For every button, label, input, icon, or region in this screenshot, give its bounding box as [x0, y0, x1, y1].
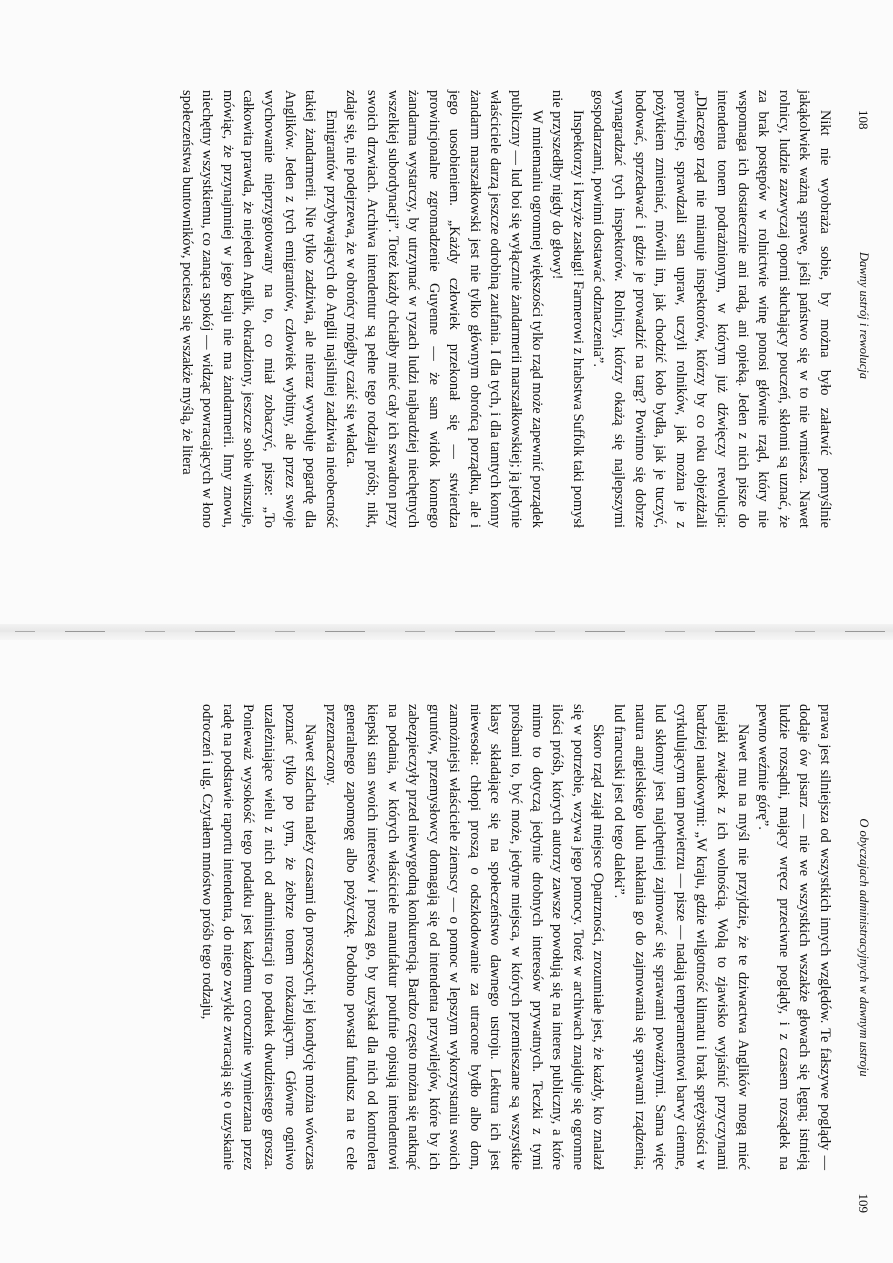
right-page-header — [847, 632, 871, 1263]
paragraph: prawa jest silniejsza od wszystkich innych względów. Te fałszywe poglądy — dodaje ów pisarz — nie we wszystkich wszakże głowach się lęgną; istnieją ludzie rozsądni, mający wręcz przeciwne poglądy, i z czasem rozsądek na pewno weźmie górę”. — [755, 704, 833, 1170]
left-page-number: 108 — [856, 110, 871, 130]
paragraph: Nawet szlachta należy czasami do proszących; jej kondycję można wówczas poznać tylko po tym, że żebrze tonem rozkazującym. Główne ogniwo uzależniające wielu z nich od administracji to podatek dwudziestego grosza. Ponieważ wysokość tego podatku jest każdemu corocznie wymierzana przez radę na podstawie raportu intendenta, do niego zwykle zwracają się o uzyskanie odroczeń i ulg. Czytałem mnóstwo próśb tego rodzaju, — [199, 704, 319, 1170]
left-page-body — [176, 90, 835, 528]
paragraph: W mniemaniu ogromnej większości tylko rząd może zapewnić porządek publiczny — lud boi się wyłącznie żandarmerii marszałkowskiej; ją jedynie właściciele darzą jeszcze odrobiną zaufania. I dla tych, i dla tamtych konny żandarm marszałkowski jest nie tylko głównym obrońcą porządku, ale i jego uosobieniem. „Każdy człowiek przekonał się — stwierdza prowincjonalne zgromadzenie Guyenne — że sam widok konnego żandarma wystarczy, by utrzymać w ryzach ludzi najbardziej niechętnych wszelkiej subordynacji”. Toteż każdy chciałby mieć cały ich szwadron przy swoich drzwiach. Archiwa intendentur są pełne tego rodzaju próśb; nikt, zdaje się, nie podejrzewa, że w obrońcy mógłby czaić się władca. — [343, 90, 545, 528]
paragraph: Skoro rząd zajął miejsce Opatrzności, zrozumiałe jest, że każdy, kto znalazł się w potrzebie, wzywa jego pomocy. Toteż w archiwach znajduje się ogromne ilości próśb, których autorzy zawsze powołują się na interes publiczny, a które mimo to dotyczą jedynie drobnych interesów prywatnych. Teczki z tymi prośbami to, być może, jedyne miejsca, w których przemieszane są wszystkie klasy składające się na społeczeństwo dawnego ustroju. Lektura ich jest niewesoła: chłopi proszą o odszkodowanie za utracone bydło albo dom, zamożniejsi właściciele ziemscy — o pomoc w lepszym wykorzystaniu swoich gruntów, przemysłowcy domagają się od intendenta przywilejów, które by ich zabezpieczyły przed niewygodną konkurencją. Bardzo często można się natknąć na podania, w których właściciele manufaktur poufnie opisują intendentowi kiepski stan swoich interesów i proszą go, by uzyskał dla nich od kontrolera generalnego zapomogę albo pożyczkę. Podobno powstał fundusz na te cele przeznaczony. — [322, 704, 607, 1170]
paragraph: Emigrantów przybywających do Anglii najsilniej zadziwia nieobecność takiej żandarmerii. Nie tylko zadziwia, ale nieraz wywołuje pogardę dla Anglików. Jeden z tych emigrantów, człowiek wybitny, ale przez swoje wychowanie nieprzygotowany na to, co miał zobaczyć, pisze: „To całkowita prawda, że niejeden Anglik, okradziony, jeszcze sobie winszuje, mówiąc, że przynajmniej w jego kraju nie ma żandarmerii. Inny znowu, niechętny wszystkiemu, co zanąca spokój — widząc powracających w łono społeczeństwa buntowników, pociesza się wszakże myślą, że litera — [178, 90, 339, 528]
left-page-header — [847, 0, 871, 631]
left-page — [0, 0, 893, 631]
right-running-head: O obyczajach administracyjnych w dawnym ustroju — [857, 818, 871, 1077]
right-page — [0, 632, 893, 1263]
right-page-number: 109 — [856, 1193, 871, 1213]
paragraph: Nawet mu na myśl nie przyjdzie, że te dziwactwa Anglików mogą mieć niejaki związek z ich wolnością. Wolą to zjawisko wyjaśnić przyczynami bardziej naukowymi: „W kraju, gdzie wilgotność klimatu i brak sprężystości w cyrkulującym tam powietrzu — pisze — nadają temperamentowi barwy ciemne, lud skłonny jest najchętniej zajmować się sprawami poważnymi. Sama więc natura angielskiego ludu nakłania go do zajmowania się sprawami rządzenia; lud francuski jest od tego daleki”. — [611, 704, 751, 1170]
paragraph: Inspektorzy i krzyże zasługi! Farmerowi z hrabstwa Suffolk taki pomysł nie przyszedłby nigdy do głowy! — [549, 90, 586, 528]
right-page-body — [197, 704, 835, 1170]
paragraph: Nikt nie wyobraża sobie, by można było załatwić pomyślnie jakąkolwiek ważną sprawę, jeśli państwo się w to nie wmiesza. Nawet rolnicy, ludzie zazwyczaj oporni słuchający pouczeń, skłonni są uznać, że za brak postępów w rolnictwie winę ponosi głównie rząd, który nie wspomaga ich dostatecznie ani radą, ani opieką. Jeden z nich pisze do intendenta tonem podrażnionym, w którym już dźwięczy rewolucja: „Dlaczego rząd nie mianuje inspektorów, którzy by co roku objeżdżali prowincje, sprawdzali stan upraw, uczyli rolników, jak można je z pożytkiem zmieniać, mówili im, jak chodzić koło bydła, jak je tuczyć, hodować, sprzedawać i gdzie je prowadzić na targ? Powinno się dobrze wynagradzać tych inspektorów. Rolnicy, którzy okażą się najlepszymi gospodarzami, powinni dostawać odznaczenia”. — [590, 90, 833, 528]
left-running-head: Dawny ustrój i rewolucja — [857, 252, 871, 379]
